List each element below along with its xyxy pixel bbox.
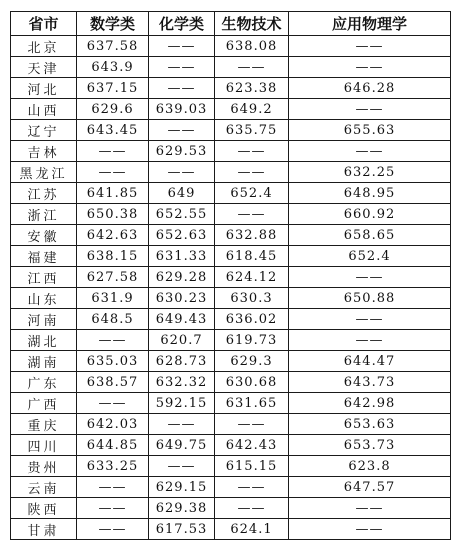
math-score-cell: 641.85 xyxy=(77,183,149,204)
province-cell: 湖南 xyxy=(11,351,77,372)
chemistry-score-cell: 630.23 xyxy=(149,288,215,309)
biotech-score-cell: 618.45 xyxy=(215,246,289,267)
chemistry-score-cell: 652.63 xyxy=(149,225,215,246)
province-cell: 山西 xyxy=(11,99,77,120)
province-cell: 浙江 xyxy=(11,204,77,225)
biotech-score-cell: 629.3 xyxy=(215,351,289,372)
applied-physics-score-cell: 623.8 xyxy=(289,456,451,477)
applied-physics-score-cell: 653.63 xyxy=(289,414,451,435)
province-cell: 辽宁 xyxy=(11,120,77,141)
column-header-applied-physics: 应用物理学 xyxy=(289,12,451,36)
table-row xyxy=(11,456,451,477)
chemistry-score-cell: 649.43 xyxy=(149,309,215,330)
score-sheet xyxy=(10,11,451,540)
table-row xyxy=(11,57,451,78)
math-score-cell: 635.03 xyxy=(77,351,149,372)
applied-physics-score-cell: 647.57 xyxy=(289,477,451,498)
province-cell: 安徽 xyxy=(11,225,77,246)
biotech-score-cell: —— xyxy=(215,204,289,225)
biotech-score-cell: —— xyxy=(215,162,289,183)
province-cell: 河南 xyxy=(11,309,77,330)
applied-physics-score-cell: —— xyxy=(289,498,451,519)
chemistry-score-cell: —— xyxy=(149,57,215,78)
chemistry-score-cell: —— xyxy=(149,120,215,141)
table-row xyxy=(11,309,451,330)
table-row xyxy=(11,498,451,519)
table-row xyxy=(11,162,451,183)
applied-physics-score-cell: —— xyxy=(289,519,451,540)
biotech-score-cell: 615.15 xyxy=(215,456,289,477)
applied-physics-score-cell: 642.98 xyxy=(289,393,451,414)
score-table xyxy=(10,11,451,540)
chemistry-score-cell: —— xyxy=(149,36,215,57)
province-cell: 甘肃 xyxy=(11,519,77,540)
table-row xyxy=(11,414,451,435)
applied-physics-score-cell: —— xyxy=(289,330,451,351)
applied-physics-score-cell: 655.63 xyxy=(289,120,451,141)
table-row xyxy=(11,288,451,309)
table-body xyxy=(11,36,451,540)
applied-physics-score-cell: 660.92 xyxy=(289,204,451,225)
math-score-cell: 642.03 xyxy=(77,414,149,435)
biotech-score-cell: 630.3 xyxy=(215,288,289,309)
applied-physics-score-cell: —— xyxy=(289,99,451,120)
applied-physics-score-cell: 643.73 xyxy=(289,372,451,393)
table-row xyxy=(11,393,451,414)
applied-physics-score-cell: 648.95 xyxy=(289,183,451,204)
chemistry-score-cell: —— xyxy=(149,456,215,477)
chemistry-score-cell: 628.73 xyxy=(149,351,215,372)
province-cell: 四川 xyxy=(11,435,77,456)
table-row xyxy=(11,204,451,225)
column-header-biotech: 生物技术 xyxy=(215,12,289,36)
applied-physics-score-cell: —— xyxy=(289,57,451,78)
province-cell: 福建 xyxy=(11,246,77,267)
math-score-cell: 648.5 xyxy=(77,309,149,330)
chemistry-score-cell: 652.55 xyxy=(149,204,215,225)
math-score-cell: 637.15 xyxy=(77,78,149,99)
applied-physics-score-cell: 632.25 xyxy=(289,162,451,183)
biotech-score-cell: 638.08 xyxy=(215,36,289,57)
chemistry-score-cell: 631.33 xyxy=(149,246,215,267)
biotech-score-cell: 623.38 xyxy=(215,78,289,99)
chemistry-score-cell: —— xyxy=(149,78,215,99)
math-score-cell: —— xyxy=(77,393,149,414)
applied-physics-score-cell: 658.65 xyxy=(289,225,451,246)
table-row xyxy=(11,351,451,372)
chemistry-score-cell: 620.7 xyxy=(149,330,215,351)
math-score-cell: 643.9 xyxy=(77,57,149,78)
biotech-score-cell: 624.12 xyxy=(215,267,289,288)
province-cell: 云南 xyxy=(11,477,77,498)
math-score-cell: 629.6 xyxy=(77,99,149,120)
chemistry-score-cell: —— xyxy=(149,162,215,183)
province-cell: 江西 xyxy=(11,267,77,288)
province-cell: 北京 xyxy=(11,36,77,57)
chemistry-score-cell: 629.38 xyxy=(149,498,215,519)
math-score-cell: —— xyxy=(77,141,149,162)
province-cell: 湖北 xyxy=(11,330,77,351)
table-row xyxy=(11,267,451,288)
biotech-score-cell: —— xyxy=(215,414,289,435)
table-row xyxy=(11,141,451,162)
province-cell: 陕西 xyxy=(11,498,77,519)
table-row xyxy=(11,519,451,540)
biotech-score-cell: —— xyxy=(215,57,289,78)
math-score-cell: 637.58 xyxy=(77,36,149,57)
chemistry-score-cell: 639.03 xyxy=(149,99,215,120)
biotech-score-cell: 649.2 xyxy=(215,99,289,120)
column-header-province: 省市 xyxy=(11,12,77,36)
math-score-cell: 631.9 xyxy=(77,288,149,309)
applied-physics-score-cell: —— xyxy=(289,309,451,330)
applied-physics-score-cell: 653.73 xyxy=(289,435,451,456)
math-score-cell: 642.63 xyxy=(77,225,149,246)
chemistry-score-cell: 629.28 xyxy=(149,267,215,288)
table-row xyxy=(11,372,451,393)
applied-physics-score-cell: —— xyxy=(289,141,451,162)
math-score-cell: 650.38 xyxy=(77,204,149,225)
column-header-math: 数学类 xyxy=(77,12,149,36)
applied-physics-score-cell: 646.28 xyxy=(289,78,451,99)
biotech-score-cell: 635.75 xyxy=(215,120,289,141)
chemistry-score-cell: 629.53 xyxy=(149,141,215,162)
biotech-score-cell: 631.65 xyxy=(215,393,289,414)
chemistry-score-cell: 617.53 xyxy=(149,519,215,540)
province-cell: 贵州 xyxy=(11,456,77,477)
chemistry-score-cell: —— xyxy=(149,414,215,435)
applied-physics-score-cell: —— xyxy=(289,36,451,57)
biotech-score-cell: —— xyxy=(215,141,289,162)
math-score-cell: 643.45 xyxy=(77,120,149,141)
table-row xyxy=(11,435,451,456)
math-score-cell: 633.25 xyxy=(77,456,149,477)
province-cell: 天津 xyxy=(11,57,77,78)
biotech-score-cell: 652.4 xyxy=(215,183,289,204)
province-cell: 河北 xyxy=(11,78,77,99)
chemistry-score-cell: 649 xyxy=(149,183,215,204)
table-row xyxy=(11,36,451,57)
math-score-cell: —— xyxy=(77,162,149,183)
biotech-score-cell: 619.73 xyxy=(215,330,289,351)
biotech-score-cell: 624.1 xyxy=(215,519,289,540)
biotech-score-cell: 632.88 xyxy=(215,225,289,246)
table-row xyxy=(11,99,451,120)
chemistry-score-cell: 632.32 xyxy=(149,372,215,393)
math-score-cell: —— xyxy=(77,330,149,351)
math-score-cell: —— xyxy=(77,519,149,540)
table-row xyxy=(11,330,451,351)
table-row xyxy=(11,477,451,498)
applied-physics-score-cell: —— xyxy=(289,267,451,288)
column-header-chemistry: 化学类 xyxy=(149,12,215,36)
province-cell: 江苏 xyxy=(11,183,77,204)
applied-physics-score-cell: 650.88 xyxy=(289,288,451,309)
biotech-score-cell: —— xyxy=(215,477,289,498)
header-row xyxy=(11,12,451,36)
province-cell: 广西 xyxy=(11,393,77,414)
applied-physics-score-cell: 644.47 xyxy=(289,351,451,372)
math-score-cell: —— xyxy=(77,477,149,498)
table-row xyxy=(11,78,451,99)
table-row xyxy=(11,120,451,141)
table-row xyxy=(11,183,451,204)
biotech-score-cell: —— xyxy=(215,498,289,519)
biotech-score-cell: 642.43 xyxy=(215,435,289,456)
biotech-score-cell: 630.68 xyxy=(215,372,289,393)
province-cell: 黑龙江 xyxy=(11,162,77,183)
applied-physics-score-cell: 652.4 xyxy=(289,246,451,267)
math-score-cell: —— xyxy=(77,498,149,519)
math-score-cell: 644.85 xyxy=(77,435,149,456)
province-cell: 重庆 xyxy=(11,414,77,435)
math-score-cell: 638.15 xyxy=(77,246,149,267)
chemistry-score-cell: 649.75 xyxy=(149,435,215,456)
province-cell: 吉林 xyxy=(11,141,77,162)
chemistry-score-cell: 592.15 xyxy=(149,393,215,414)
table-row xyxy=(11,225,451,246)
biotech-score-cell: 636.02 xyxy=(215,309,289,330)
province-cell: 广东 xyxy=(11,372,77,393)
math-score-cell: 638.57 xyxy=(77,372,149,393)
chemistry-score-cell: 629.15 xyxy=(149,477,215,498)
province-cell: 山东 xyxy=(11,288,77,309)
math-score-cell: 627.58 xyxy=(77,267,149,288)
table-row xyxy=(11,246,451,267)
